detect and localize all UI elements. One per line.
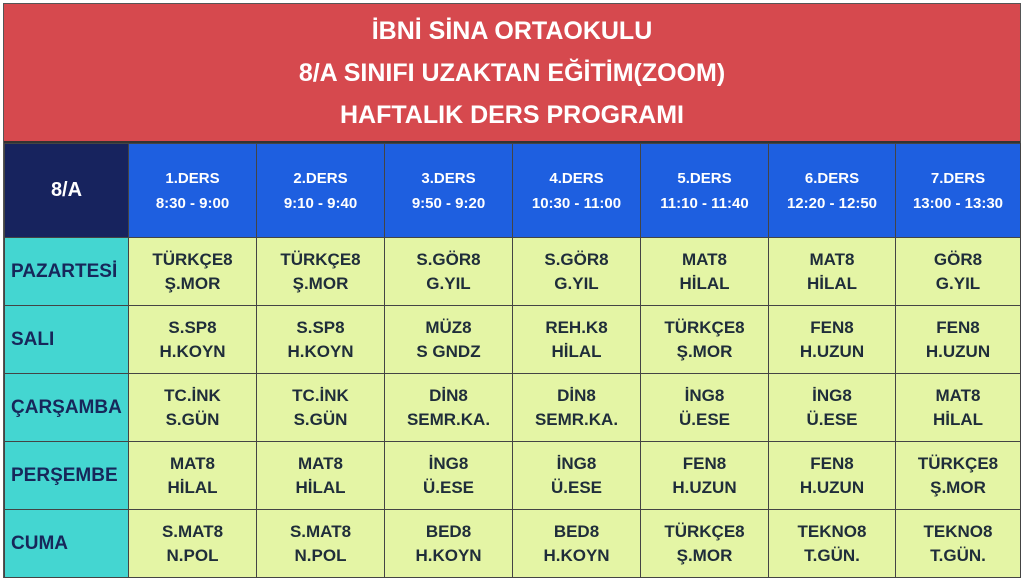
lesson-teacher: Ü.ESE (678, 409, 731, 429)
period-time: 10:30 - 11:00 (531, 194, 622, 212)
period-name: 1.DERS (165, 169, 220, 187)
lesson-subject: TÜRKÇE8 (664, 317, 745, 337)
lesson-teacher: H.KOYN (159, 341, 226, 361)
lesson-cell (896, 510, 1021, 578)
lesson-cell (257, 238, 385, 306)
lesson-subject: TC.İNK (164, 385, 221, 405)
lesson-teacher: H.KOYN (287, 341, 354, 361)
lesson-teacher: N.POL (166, 545, 219, 565)
lesson-teacher: G.YIL (554, 273, 599, 293)
lesson-teacher: H.KOYN (415, 545, 482, 565)
lesson-subject: TEKNO8 (797, 521, 867, 541)
lesson-teacher: H.UZUN (799, 477, 865, 497)
lesson-subject: TEKNO8 (923, 521, 993, 541)
day-row (5, 238, 1021, 306)
period-time: 9:10 - 9:40 (283, 194, 358, 212)
lesson-cell (385, 238, 513, 306)
lesson-teacher: N.POL (294, 545, 347, 565)
period-header-4 (513, 144, 641, 238)
lesson-teacher: H.UZUN (799, 341, 865, 361)
lesson-cell (385, 510, 513, 578)
day-row (5, 306, 1021, 374)
lesson-cell (641, 238, 769, 306)
lesson-cell (769, 306, 896, 374)
lesson-teacher: Ş.MOR (676, 545, 733, 565)
lesson-cell (769, 374, 896, 442)
period-time: 13:00 - 13:30 (912, 194, 1004, 212)
period-name: 6.DERS (804, 169, 860, 187)
lesson-subject: S.SP8 (296, 317, 345, 337)
period-header-7 (896, 144, 1021, 238)
lesson-teacher: HİLAL (551, 341, 602, 361)
lesson-subject: DİN8 (429, 385, 468, 405)
day-row (5, 510, 1021, 578)
lesson-cell (513, 238, 641, 306)
lesson-subject: BED8 (553, 521, 600, 541)
lesson-subject: S.GÖR8 (416, 249, 481, 269)
program-title: HAFTALIK DERS PROGRAMI (340, 100, 684, 129)
period-time: 12:20 - 12:50 (786, 194, 878, 212)
lesson-teacher: Ş.MOR (676, 341, 733, 361)
lesson-teacher: Ü.ESE (422, 477, 475, 497)
lesson-subject: S.MAT8 (161, 521, 224, 541)
period-name: 2.DERS (293, 169, 348, 187)
lesson-teacher: HİLAL (295, 477, 346, 497)
day-label: CUMA (5, 510, 129, 578)
lesson-teacher: SEMR.KA. (406, 409, 491, 429)
day-label: SALI (5, 306, 129, 374)
lesson-cell (896, 442, 1021, 510)
lesson-cell (385, 306, 513, 374)
lesson-subject: GÖR8 (933, 249, 983, 269)
lesson-cell (641, 510, 769, 578)
lesson-cell (896, 306, 1021, 374)
lesson-teacher: Ş.MOR (292, 273, 349, 293)
lesson-cell (257, 374, 385, 442)
day-label: ÇARŞAMBA (5, 374, 129, 442)
class-label-cell: 8/A (5, 144, 129, 238)
period-header-3 (385, 144, 513, 238)
period-header-5 (641, 144, 769, 238)
lesson-cell (129, 374, 257, 442)
lesson-cell (129, 238, 257, 306)
lesson-teacher: G.YIL (935, 273, 981, 293)
period-header-6 (769, 144, 896, 238)
lesson-subject: TÜRKÇE8 (664, 521, 745, 541)
lesson-teacher: Ş.MOR (930, 477, 986, 497)
lesson-subject: FEN8 (936, 317, 980, 337)
lesson-teacher: HİLAL (679, 273, 730, 293)
lesson-subject: S.GÖR8 (544, 249, 609, 269)
lesson-subject: FEN8 (810, 453, 854, 473)
lesson-teacher: T.GÜN. (804, 545, 860, 565)
lesson-subject: MAT8 (297, 453, 343, 473)
lesson-subject: MÜZ8 (425, 317, 472, 337)
lesson-cell (385, 374, 513, 442)
lesson-subject: FEN8 (682, 453, 727, 473)
lesson-teacher: Ş.MOR (164, 273, 221, 293)
lesson-subject: S.MAT8 (289, 521, 352, 541)
lesson-subject: MAT8 (169, 453, 215, 473)
lesson-teacher: H.UZUN (925, 341, 991, 361)
lesson-cell (513, 374, 641, 442)
lesson-teacher: Ü.ESE (806, 409, 858, 429)
period-name: 4.DERS (549, 169, 604, 187)
lesson-cell (257, 306, 385, 374)
lesson-teacher: SEMR.KA. (534, 409, 619, 429)
lesson-subject: REH.K8 (545, 317, 608, 337)
period-name: 3.DERS (421, 169, 476, 187)
lesson-cell (129, 306, 257, 374)
lesson-subject: MAT8 (809, 249, 855, 269)
lesson-cell (513, 442, 641, 510)
lesson-subject: TC.İNK (292, 385, 349, 405)
class-title: 8/A SINIFI UZAKTAN EĞİTİM(ZOOM) (298, 58, 726, 87)
lesson-cell (769, 442, 896, 510)
period-header-1 (129, 144, 257, 238)
lesson-cell (641, 306, 769, 374)
lesson-teacher: G.YIL (426, 273, 471, 293)
lesson-cell (129, 442, 257, 510)
lesson-cell (769, 238, 896, 306)
lesson-cell (257, 442, 385, 510)
lesson-cell (641, 442, 769, 510)
period-time: 11:10 - 11:40 (660, 194, 749, 212)
schedule-sheet (3, 3, 1021, 578)
day-row (5, 442, 1021, 510)
period-name: 5.DERS (677, 169, 732, 187)
lesson-subject: İNG8 (428, 453, 469, 473)
school-name: İBNİ SİNA ORTAOKULU (371, 16, 653, 45)
period-time: 8:30 - 9:00 (155, 194, 230, 212)
lesson-subject: İNG8 (684, 385, 725, 405)
lesson-teacher: T.GÜN. (930, 545, 986, 565)
lesson-subject: FEN8 (810, 317, 854, 337)
lesson-subject: S.SP8 (168, 317, 217, 337)
lesson-cell (641, 374, 769, 442)
lesson-cell (896, 374, 1021, 442)
lesson-teacher: Ü.ESE (550, 477, 603, 497)
day-label: PAZARTESİ (5, 238, 129, 306)
lesson-subject: İNG8 (556, 453, 597, 473)
lesson-cell (513, 306, 641, 374)
lesson-cell (385, 442, 513, 510)
lesson-teacher: S.GÜN (293, 409, 348, 429)
period-header-row (5, 144, 1021, 238)
lesson-subject: MAT8 (935, 385, 981, 405)
period-header-2 (257, 144, 385, 238)
period-time: 9:50 - 9:20 (411, 194, 486, 212)
lesson-teacher: S.GÜN (165, 409, 220, 429)
day-row (5, 374, 1021, 442)
day-label: PERŞEMBE (5, 442, 129, 510)
schedule-table (4, 143, 1021, 578)
lesson-teacher: H.KOYN (543, 545, 610, 565)
lesson-subject: İNG8 (812, 385, 852, 405)
title-banner (4, 4, 1020, 143)
lesson-teacher: S GNDZ (416, 341, 481, 361)
lesson-teacher: H.UZUN (672, 477, 737, 497)
lesson-subject: TÜRKÇE8 (152, 249, 233, 269)
lesson-teacher: HİLAL (806, 273, 858, 293)
lesson-cell (513, 510, 641, 578)
lesson-cell (257, 510, 385, 578)
lesson-subject: TÜRKÇE8 (917, 453, 999, 473)
lesson-teacher: HİLAL (932, 409, 984, 429)
lesson-subject: MAT8 (681, 249, 727, 269)
lesson-cell (769, 510, 896, 578)
lesson-subject: DİN8 (557, 385, 596, 405)
lesson-teacher: HİLAL (167, 477, 218, 497)
lesson-subject: TÜRKÇE8 (280, 249, 361, 269)
lesson-cell (129, 510, 257, 578)
lesson-cell (896, 238, 1021, 306)
period-name: 7.DERS (930, 169, 986, 187)
lesson-subject: BED8 (425, 521, 472, 541)
